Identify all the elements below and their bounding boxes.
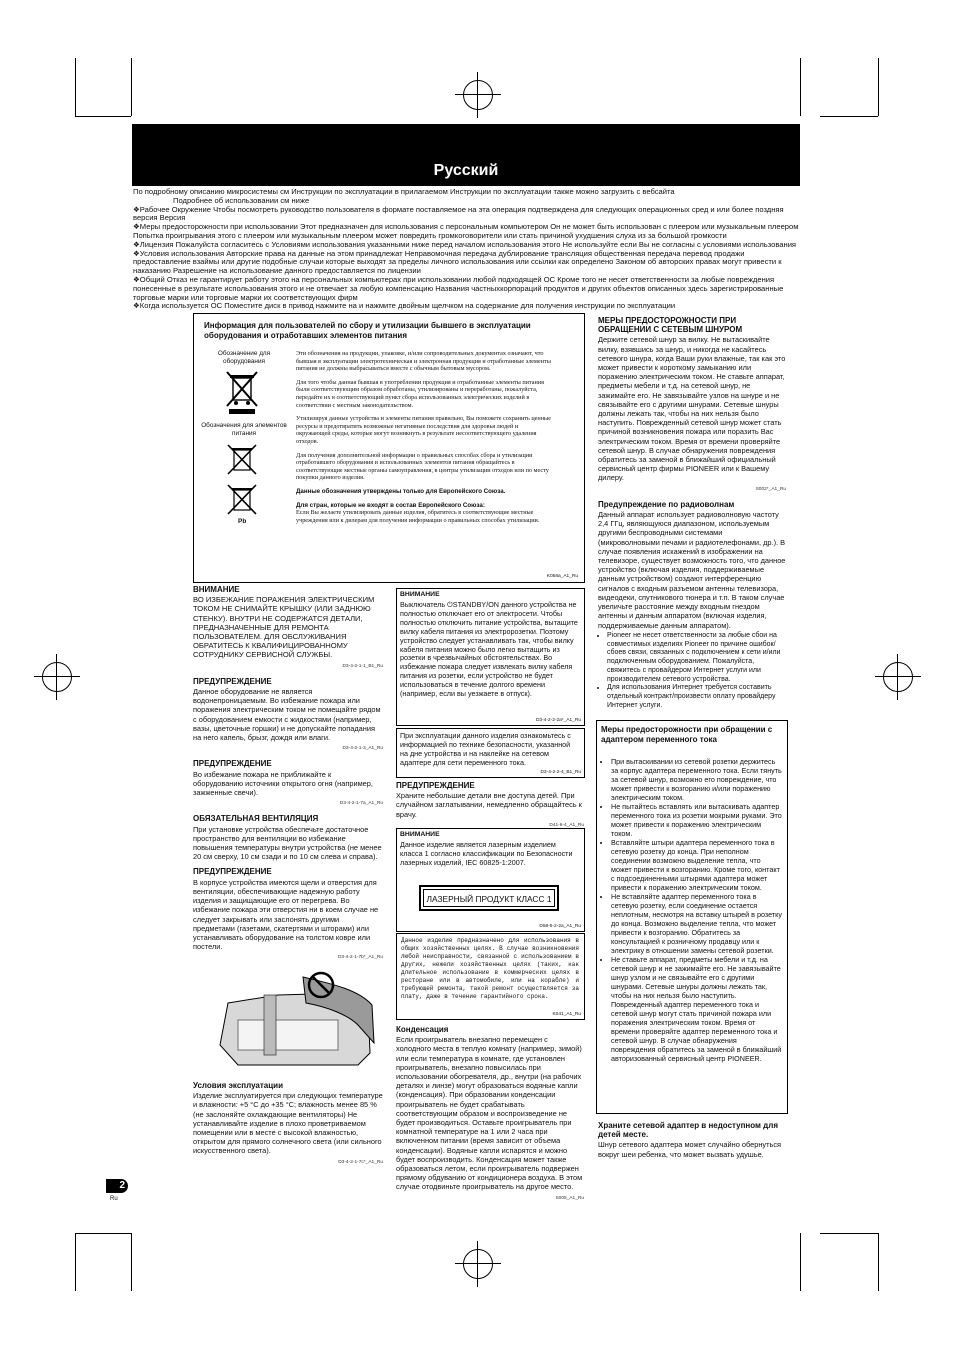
left-column-bottom: [193, 1081, 383, 1173]
crop-mark: [75, 116, 131, 117]
crop-mark: [800, 1233, 801, 1291]
adapter-heading: Меры предосторожности при обращении с адаптером переменного тока: [601, 725, 773, 744]
weee-non-eu-title: Для стран, которые не входят в состав Европейского Союза:: [296, 501, 485, 509]
ref-code: S005_A1_Ru: [555, 1195, 584, 1201]
weee-ref: K058a_A1_Ru: [546, 574, 578, 579]
list-item: • Для использования Интернет требуется составить отдельный контракт/произвести оплату провайдеру Интернет услуги.: [607, 684, 786, 710]
standby-heading: ВНИМАНИЕ: [400, 591, 440, 598]
crop-mark: [878, 58, 879, 116]
intro-line: ❖Рабочее Окружение Чтобы посмотреть руководство пользователя в формате поставляемое на эта операция подтверждена для следующих операционных сред и или более поздняя версия Версия: [133, 204, 784, 223]
conditions-heading: Условия эксплуатации: [193, 1081, 283, 1090]
list-item: • Не пытайтесь вставлять или вытаскивать адаптер переменного тока из розетки мокрыми руками. Это может привести к поражению электрическим током.: [611, 802, 783, 838]
weee-para: Эти обозначения на продукции, упаковке, и/или сопроводительных документах означают, что бывшая в эксплуатации электротехническая и электронная продукция и отработанные элементы питания не должны выбрасываться вместе с обычным бытовым мусором.: [296, 350, 551, 373]
intro-text: [133, 188, 801, 311]
title-bar: [132, 124, 800, 186]
pb-label: Pb: [238, 518, 247, 525]
keep-away-section: [598, 1121, 786, 1159]
ref-code: D3-4-2-1-7c*_A1_Ru: [338, 1159, 383, 1165]
left-column: [193, 585, 383, 969]
household-use-box: [396, 933, 585, 1020]
ref-code: D3-4-2-1-3_A1_Ru: [342, 746, 383, 752]
crop-mark: [800, 58, 801, 116]
standby-text: Выключатель ⏻STANDBY/ON данного устройства не полностью отключает его от электросети. Чтобы полностью отключить питание устройства, вытащите вилку кабеля питания из электророзетки. Поэтому устройство следует устанавливать так, чтобы вилку кабеля питания можно было легко вытащить из розетки в чрезвычайных обстоятельствах. Во избежание пожара следует извлекать вилку кабеля питания из розетки, если устройство не будет использоваться в течение долгого времени (например, если вы уезжаете в отпуск).: [400, 600, 578, 699]
crop-mark: [75, 58, 76, 116]
ref-code: D58-5-2-2a_A1_Ru: [539, 924, 581, 929]
list-item: • Не вставляйте адаптер переменного тока в сетевую розетку, если соединение остается неплотным, несмотря на вставку штырей в розетку до конца. Возможно выделение тепла, что может привести к возгоранию. Обратитесь за консультацией к розничному продавцу или к электрику в отношении замены сетевой розетки.: [611, 892, 783, 955]
intro-line: Подробнее об использовании см ниже: [173, 195, 310, 205]
weee-label-equipment: Обозначение для оборудования: [217, 350, 271, 365]
right-column: [598, 316, 786, 711]
ref-code: D3-4-2-1-7b*_A1_Ru: [337, 955, 383, 961]
condensation-text: Если проигрыватель внезапно перемещен с холодного места в теплую комнату (например, зимой) или если температура в комнате, где установлен проигрыватель, внезапно повысилась при использовании обогревателя, др., внутри (на рабочих деталях и линзе) могут образоваться водяные капли (конденсация). При образовании конденсации проигрыватель не будет срабатывать соответствующим образом и воспроизведение не будет производиться. Оставьте проигрыватель при комнатной температуре на 1 или 2 часа при включенном питании (время зависит от объема конденсации). Водяные капли испарятся и можно будет воспроизводить. Конденсация может также образоваться летом, если проигрыватель подвержен прямому обдуванию от кондиционера воздуха. В этом случае отодвиньте проигрыватель на другое место.: [396, 1035, 583, 1192]
weee-para: Для получения дополнительной информации о правильных способах сбора и утилизации отработавшего оборудования и использованных элементов питания обращайтесь в соответствующие местные органы самоуправления, в центры утилизации отходов или по месту покупки данного изделия.: [296, 451, 549, 482]
intro-line: ❖Когда используется ОС Поместите диск в привод нажмите на и нажмите двойным щелчком на содержание для получения инструкции по эксплуатации: [133, 301, 676, 311]
ref-code: D41-6-4_A1_Ru: [549, 822, 584, 828]
crop-mark: [820, 1233, 878, 1234]
cord-text: Держите сетевой шнур за вилку. Не вытаскивайте вилку, взявшись за шнур, и никогда не касайтесь сетевого шнура, когда Ваши руки влажные, так как это может привести к короткому замыканию или поражению электрическим током. Не ставьте аппарат, предметы мебели и т.д. на сетевой шнур, не зажимайте его. Не завязывайте узлов на шнуре и не связывайте его с другими шнурами. Сетевые шнуры должны лежать так, чтобы на них нельзя было наступить. Поврежденный сетевой шнур может стать причиной возникновения пожара или поразить Вас электрическим током. Время от времени проверяйте сетевой шнур. В случае обнаружения повреждения обратитесь за заменой в ближайший официальный сервисный центр фирмы PIONEER или к Вашему дилеру.: [598, 335, 786, 483]
list-item: • Вставляйте штыри адаптера переменного тока в сетевую розетку до конца. При неполном соединении возможно выделение тепла, что может привести к возгоранию. Кроме того, контакт с подсоединенными штырями адаптера может привести к поражению электрическим током.: [611, 838, 783, 892]
page-number: 2: [106, 1179, 128, 1193]
ref-code: D3-4-2-1-7a_A1_Ru: [339, 801, 383, 807]
page-title: Русский: [433, 162, 499, 179]
ventilation-text: При установке устройства обеспечьте достаточное пространство для вентиляции во избежание повышения температуры внутри устройства (не менее 20 см сверху, 10 см сзади и по 10 см слева и справа).: [193, 824, 382, 862]
radio-text: Данный аппарат использует радиоволновую частоту 2,4 ГГц, являющуюся диапазоном, используемым другими беспроводными системами (микроволновыми печами и радиотелефонами, др.). В случае появления искажений в изображении на телевизоре, существует возможность того, что данное устройство (включая изделия, поддерживаемые данным устройством) создают интерференцию сигналов с входным разъемом антенны телевизора, видеодеки, спутникового тюнера и т.п. В таком случае увеличьте расстояние между входным гнездом антенны и данным аппаратом (включая изделия, поддерживаемые данным аппаратом).: [598, 510, 786, 630]
caution-heading: ПРЕДУПРЕЖДЕНИЕ: [193, 676, 272, 686]
safety-info-text: При эксплуатации данного изделия ознакомьтесь с информацией по технике безопасности, указанной на дне устройства и на наклейке на сетевом адаптере для сети переменного тока.: [400, 731, 571, 767]
crossed-bin-icon: [224, 370, 260, 416]
intro-line: ❖Лицензия Пожалуйста согласитесь с Условиями использования указанными ниже перед началом использования этого Не используйте если Вы не согласны с условиями использования ❖Условия использования Авторские права на данные на этом принадлежат Неправомочная передача дублирование трансляция общественная передача перевод продажи предоставление взаймы или другие подобные случаи которые выходят за пределы личного использования или ссылки как определено Законом об авторских правах могут привести к наказанию Разрешение на использование данного предоставляется по лицензии: [133, 239, 797, 276]
caution-text: Храните небольшие детали вне доступа детей. При случайном заглатывании, немедленно обращайтесь к врачу.: [396, 791, 582, 819]
keep-away-text: Шнур сетевого адаптера может случайно обернуться вокруг шеи ребенка, что может вызвать удушье.: [598, 1140, 782, 1159]
safety-info-box: [396, 728, 585, 778]
weee-para: Утилизируя данные устройства и элементы питания правильно, Вы поможете сохранить ценные ресурсы и предотвратить возможные негативные последствия для здоровья людей и окружающей среды, которые могут возникнуть в результате несоответствующего удаления отходов.: [296, 415, 551, 445]
ref-code: S002*_A1_Ru: [755, 486, 786, 492]
registration-mark: [463, 1249, 493, 1279]
crop-mark: [75, 1233, 131, 1234]
list-item: • При вытаскивании из сетевой розетки держитесь за корпус адаптера переменного тока. Если тянуть за сетевой шнур, возможно его повреждение, что может привести к возгоранию и/или поражению электрическим током.: [611, 757, 783, 802]
battery-bin-icon: [226, 444, 258, 478]
caution-text: В корпусе устройства имеются щели и отверстия для вентиляции, обеспечивающие надежную работу изделия и защищающие его от перегрева. Во избежание пожара эти отверстия ни в коем случае не следует закрывать или заслонять другими предметами (газетами, скатертями и шторами) или устанавливать оборудование на толстом ковре или постели.: [193, 877, 379, 952]
ref-code: D3-4-2-2-2a*_A1_Ru: [535, 718, 581, 723]
laser-heading: ВНИМАНИЕ: [400, 831, 440, 838]
weee-title: Информация для пользователей по сбору и утилизации бывшего в эксплуатации оборудования и отработавших элементов питания: [204, 321, 531, 340]
battery-pb-bin-icon: [226, 484, 258, 518]
standby-warning-box: [396, 588, 585, 726]
household-use-text: Данное изделие предназначено для использования в общих хозяйственных целях. В случае возникновения любой неисправности, связанной с использованием в других, нежели хозяйственных целях (таких, как длительное использование в коммерческих целях в ресторане или в автомобиле, или на корабле) и требующей ремонта, такой ремонт осуществляется за плату, даже в течение гарантийного срока.: [401, 937, 579, 1000]
caution-text: Во избежание пожара не приближайте к оборудованию источники открытого огня (например, зажженные свечи).: [193, 769, 373, 798]
ref-code: D3-4-2-2-4_B1_Ru: [540, 770, 581, 775]
device-covered-illustration: [208, 965, 380, 1073]
weee-box: [193, 313, 585, 583]
intro-line: ❖Меры предосторожности при использовании Этот предназначен для использования с персональным компьютером Он не может быть использован с плеером или музыкальным плеером Попытка проигрывания этого с плеером или музыкальным плеером может повредить громкоговорители или стать причиной ухудшения слуха из за большой громкости: [133, 222, 799, 240]
registration-mark: [42, 662, 72, 692]
list-item: • Не ставьте аппарат, предметы мебели и т.д. на сетевой шнур и не зажимайте его. Не завязывайте шнур узлом и не связывайте его с другими шнурами. Сетевые шнуры должны лежать так, чтобы на них нельзя было наступить. Поврежденный адаптер переменного тока и сетевой шнур могут стать причиной пожара или поражения электрическим током. Время от времени проверяйте адаптер переменного тока и сетевой шнур. В случае обнаружения повреждения обратитесь за заменой в ближайший авторизованный сервисный центр PIONEER.: [611, 955, 783, 1063]
ventilation-heading: ОБЯЗАТЕЛЬНАЯ ВЕНТИЛЯЦИЯ: [193, 814, 319, 824]
crop-mark: [820, 116, 878, 117]
laser-class-text: ЛАЗЕРНЫЙ ПРОДУКТ КЛАСС 1: [423, 889, 555, 907]
page-lang: Ru: [110, 1196, 118, 1202]
laser-box: [396, 828, 585, 932]
laser-class-label: [419, 885, 559, 911]
adapter-list: [601, 757, 783, 1063]
condensation-section: [396, 1025, 584, 1209]
weee-para: Для того чтобы данная бывшая в употреблении продукция и отработанные элементы питания были соответствующим образом обработаны, утилизированы и переработаны, пожалуйста, передайте их в соответствующий пункт сбора использованных электрических изделий в соответствии с местным законодательством.: [296, 378, 544, 409]
weee-non-eu-text: Если Вы желаете утилизировать данные изделия, обратитесь в соответствующие местные учреждения или к дилерам для получения информации о правильных способах утилизации.: [296, 509, 540, 524]
warning-heading: ВНИМАНИЕ: [193, 585, 240, 594]
registration-mark: [463, 80, 493, 110]
radio-bullets: [598, 632, 786, 711]
conditions-text: Изделие эксплуатируется при следующих температуре и влажности: +5 °C до +35 °C; влажность менее 85 % (не заслоняйте охлаждающие вентиляторы) Не устанавливайте изделие в плохо проветриваемом помещении или в месте с высокой влажностью, открытом для прямого солнечного света (или сильного искусственного света).: [193, 1091, 383, 1156]
crop-mark: [131, 58, 132, 116]
keep-away-heading: Храните сетевой адаптер в недоступном для детей месте.: [598, 1121, 779, 1140]
ref-code: K041_A1_Ru: [552, 1012, 581, 1017]
intro-line: По подробному описанию микросистемы см Инструкции по эксплуатации в прилагаемом Инструкции по эксплуатации также можно загрузить с вебсайта: [133, 187, 675, 196]
caution-heading: ПРЕДУПРЕЖДЕНИЕ: [193, 867, 272, 877]
caution-heading: ПРЕДУПРЕЖДЕНИЕ: [396, 781, 475, 790]
crop-mark: [131, 1233, 132, 1291]
crop-mark: [75, 1233, 76, 1291]
condensation-heading: Конденсация: [396, 1025, 449, 1034]
caution-heading: ПРЕДУПРЕЖДЕНИЕ: [193, 759, 272, 769]
list-item: • Pioneer не несет ответственности за любые сбои на совместимых изделиях Pioneer по причине ошибок/сбоев связи, связанных с подключением к сети и/или подключенным оборудованием. Пожалуйста, свяжитесь с провайдером Интернет услуги или производителем сетевого устройства.: [607, 632, 786, 685]
radio-heading: Предупреждение по радиоволнам: [598, 499, 735, 509]
warning-text: ВО ИЗБЕЖАНИЕ ПОРАЖЕНИЯ ЭЛЕКТРИЧЕСКИМ ТОКОМ НЕ СНИМАЙТЕ КРЫШКУ (ИЛИ ЗАДНЮЮ СТЕНКУ). ВНУТРИ НЕ СОДЕРЖАТСЯ ДЕТАЛИ, ПРЕДНАЗНАЧЕННЫЕ ДЛЯ РЕМОНТА ПОЛЬЗОВАТЕЛЕМ. ДЛЯ ОБСЛУЖИВАНИЯ ОБРАТИТЕСЬ К КВАЛИФИЦИРОВАННОМУ СОТРУДНИКУ СЕРВИСНОЙ СЛУЖБЫ.: [193, 595, 375, 660]
cord-heading: МЕРЫ ПРЕДОСТОРОЖНОСТИ ПРИ ОБРАЩЕНИИ С СЕТЕВЫМ ШНУРОМ: [598, 316, 743, 335]
laser-text: Данное изделие является лазерным изделием класса 1 согласно классификации по Безопасности лазерных изделий, IEC 60825-1:2007.: [400, 840, 573, 867]
crop-mark: [878, 1233, 879, 1291]
weee-label-batteries: Обозначения для элементов питания: [201, 422, 287, 437]
registration-mark: [883, 662, 913, 692]
intro-line: ❖Общий Отказ не гарантирует работу этого на персональных компьютерах при использовании любой подходящей ОС Кроме того не несет ответственности за любые повреждения понесенные в результате использования этого и не отвечает за любую компенсацию Названия частныхкорпораций продуктов и других объектов описанных здесь зарегистрированные торговые марки или торговые марки их соответствующих фирм: [133, 274, 784, 302]
caution-text: Данное оборудование не является водонепроницаемым. Во избежание пожара или поражения электрическим током не помещайте рядом с оборудованием емкости с жидкостями (например, вазы, цветочные горшки) и не допускайте попадания на него капель, брызг, дождя или влаги.: [193, 687, 381, 743]
weee-eu-only: Данные обозначения утверждены только для Европейского Союза.: [296, 487, 506, 495]
ref-code: D3-4-2-1-1_B1_Ru: [342, 663, 383, 669]
adapter-box: [596, 720, 788, 1114]
weee-text: [296, 350, 554, 524]
